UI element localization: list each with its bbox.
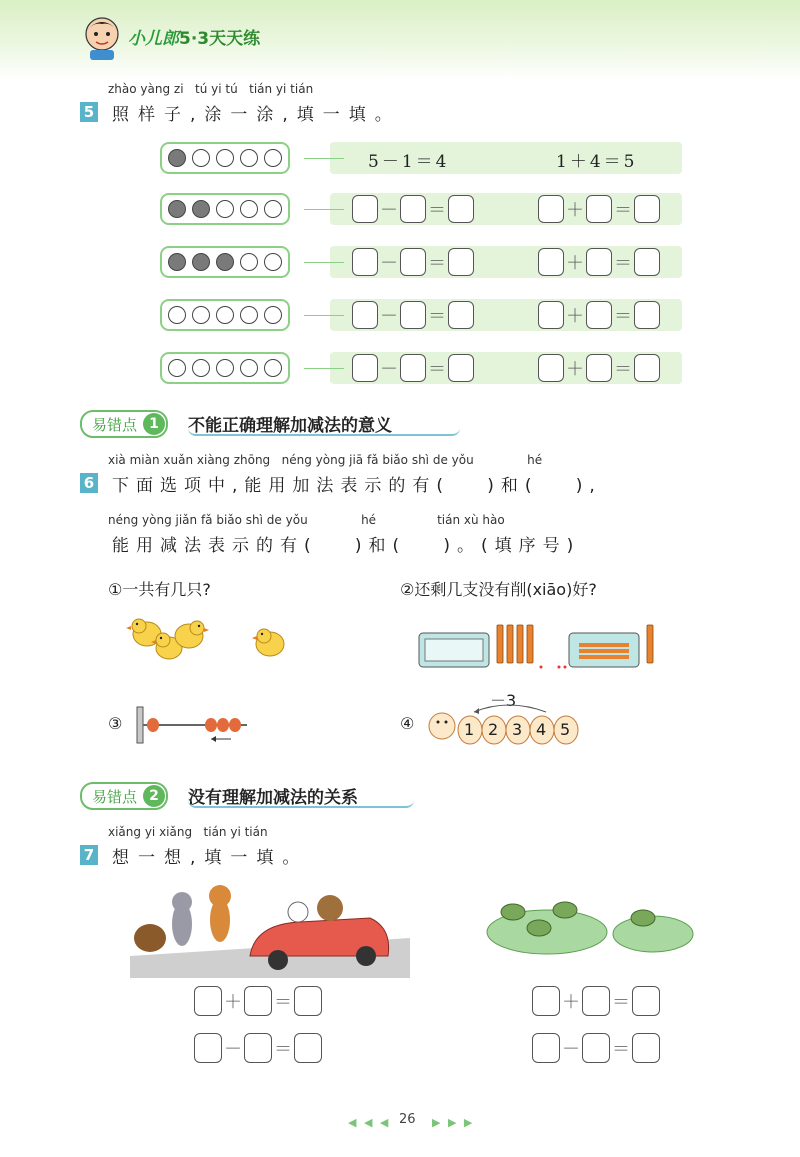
- example-subtraction: 5－1＝4: [368, 152, 450, 172]
- q6-line-2: 能用减法表示的有( )和( )。(填序号): [112, 536, 581, 556]
- circle[interactable]: [264, 200, 282, 218]
- answer-box[interactable]: [586, 248, 612, 276]
- brand-rest: 5·3天天练: [179, 29, 261, 49]
- circle-group: [160, 142, 290, 174]
- title-underline: [188, 800, 414, 808]
- operator-sign: －: [380, 359, 398, 380]
- title-underline: [188, 428, 460, 436]
- answer-box[interactable]: [400, 248, 426, 276]
- operator-sign: －: [380, 253, 398, 274]
- circle[interactable]: [168, 149, 186, 167]
- answer-box[interactable]: [634, 195, 660, 223]
- q6-number: 6: [80, 473, 98, 493]
- equals-sign: ＝: [614, 200, 632, 221]
- operator-sign: －: [224, 1039, 242, 1060]
- q7-instruction: 想一想,填一填。: [112, 848, 309, 868]
- error-point-number: 1: [143, 413, 165, 435]
- subtraction-equation: [352, 301, 474, 329]
- answer-box[interactable]: [582, 986, 610, 1016]
- error-point-label: 易错点: [92, 787, 138, 806]
- equals-sign: ＝: [274, 1039, 292, 1060]
- operator-sign: ＋: [562, 992, 580, 1013]
- q5-pinyin: zhào yàng zi tú yi tú tián yi tián: [108, 82, 314, 96]
- brand-title: [128, 24, 260, 49]
- operator-sign: ＋: [566, 306, 584, 327]
- circle[interactable]: [240, 200, 258, 218]
- answer-box[interactable]: [586, 195, 612, 223]
- operator-sign: －: [380, 200, 398, 221]
- addition-equation: [532, 986, 660, 1016]
- subtraction-equation: [352, 248, 474, 276]
- page-number: 26: [399, 1112, 416, 1127]
- answer-box[interactable]: [538, 195, 564, 223]
- answer-box[interactable]: [352, 248, 378, 276]
- answer-box[interactable]: [194, 1033, 222, 1063]
- error-point-label: 易错点: [92, 415, 138, 434]
- animals-car-illustration: [130, 878, 410, 978]
- answer-box[interactable]: [582, 1033, 610, 1063]
- circle[interactable]: [168, 306, 186, 324]
- circle[interactable]: [240, 149, 258, 167]
- addition-equation: [538, 195, 660, 223]
- caterpillar-number: 3: [512, 720, 523, 739]
- answer-box[interactable]: [448, 195, 474, 223]
- circle[interactable]: [240, 306, 258, 324]
- row-connector: [304, 209, 344, 210]
- circle[interactable]: [264, 149, 282, 167]
- circle[interactable]: [168, 200, 186, 218]
- option-2: ②还剩几支没有削(xiāo)好?: [400, 580, 597, 599]
- row-connector: [304, 158, 344, 159]
- equals-sign: ＝: [428, 200, 446, 221]
- option-1: ①一共有几只?: [108, 580, 211, 599]
- pencil-case-illustration: [415, 615, 665, 675]
- circle[interactable]: [264, 253, 282, 271]
- caterpillar-number: 2: [488, 720, 499, 739]
- option-3: ③: [108, 714, 123, 733]
- answer-box[interactable]: [294, 1033, 322, 1063]
- answer-box[interactable]: [538, 248, 564, 276]
- operator-sign: －: [380, 306, 398, 327]
- circle[interactable]: [168, 359, 186, 377]
- error-point-number: 2: [143, 785, 165, 807]
- answer-box[interactable]: [400, 195, 426, 223]
- answer-box[interactable]: [352, 301, 378, 329]
- frogs-lily-pad-illustration: [485, 888, 695, 958]
- caterpillar-number: 1: [464, 720, 475, 739]
- option-4: ④: [400, 714, 415, 733]
- circle[interactable]: [168, 253, 186, 271]
- circle-group: [160, 246, 290, 278]
- circle[interactable]: [192, 253, 210, 271]
- answer-box[interactable]: [194, 986, 222, 1016]
- q7-pinyin: xiǎng yi xiǎng tián yi tián: [108, 825, 268, 839]
- error-point-tag-2: [80, 782, 168, 810]
- circle[interactable]: [192, 149, 210, 167]
- answer-box[interactable]: [586, 301, 612, 329]
- circle[interactable]: [216, 200, 234, 218]
- circle[interactable]: [240, 359, 258, 377]
- answer-box[interactable]: [586, 354, 612, 382]
- circle[interactable]: [264, 359, 282, 377]
- error-point-tag-1: [80, 410, 168, 438]
- circle[interactable]: [192, 306, 210, 324]
- circle[interactable]: [216, 359, 234, 377]
- minus-three-label: －3: [490, 691, 517, 710]
- answer-box[interactable]: [632, 1033, 660, 1063]
- equals-sign: ＝: [612, 1039, 630, 1060]
- caterpillar-number: 5: [560, 720, 571, 739]
- addition-equation: [538, 248, 660, 276]
- equals-sign: ＝: [428, 359, 446, 380]
- circle[interactable]: [192, 359, 210, 377]
- circle[interactable]: [216, 149, 234, 167]
- subtraction-equation: [352, 195, 474, 223]
- circle[interactable]: [264, 306, 282, 324]
- answer-box[interactable]: [532, 1033, 560, 1063]
- equals-sign: ＝: [614, 253, 632, 274]
- answer-box[interactable]: [634, 248, 660, 276]
- addition-equation: [194, 986, 322, 1016]
- q6-pinyin-2: néng yòng jiǎn fǎ biǎo shì de yǒu hé tián xù hào: [108, 513, 505, 527]
- footer-right-arrows: ▶ ▶ ▶: [432, 1116, 475, 1129]
- operator-sign: ＋: [566, 253, 584, 274]
- equals-sign: ＝: [614, 306, 632, 327]
- equals-sign: ＝: [428, 306, 446, 327]
- abacus-icon: [135, 705, 255, 745]
- answer-box[interactable]: [538, 354, 564, 382]
- q5-number: 5: [80, 102, 98, 122]
- subtraction-equation: [194, 1033, 322, 1063]
- operator-sign: ＋: [224, 992, 242, 1013]
- circle[interactable]: [240, 253, 258, 271]
- operator-sign: －: [562, 1039, 580, 1060]
- answer-box[interactable]: [532, 986, 560, 1016]
- equals-sign: ＝: [612, 992, 630, 1013]
- answer-box[interactable]: [632, 986, 660, 1016]
- answer-box[interactable]: [448, 301, 474, 329]
- addition-equation: [538, 301, 660, 329]
- error-point-title-1: 不能正确理解加减法的意义: [188, 416, 392, 436]
- answer-box[interactable]: [294, 986, 322, 1016]
- answer-box[interactable]: [448, 248, 474, 276]
- answer-box[interactable]: [538, 301, 564, 329]
- circle-group: [160, 352, 290, 384]
- q5-instruction: 照样子,涂一涂,填一填。: [112, 105, 401, 125]
- footer-left-arrows: ◀ ◀ ◀: [348, 1116, 391, 1129]
- equals-sign: ＝: [274, 992, 292, 1013]
- row-connector: [304, 262, 344, 263]
- row-connector: [304, 315, 344, 316]
- operator-sign: ＋: [566, 200, 584, 221]
- operator-sign: ＋: [566, 359, 584, 380]
- example-addition: 1＋4＝5: [556, 152, 638, 172]
- answer-box[interactable]: [352, 354, 378, 382]
- answer-box[interactable]: [244, 1033, 272, 1063]
- q6-pinyin-1: xià miàn xuǎn xiàng zhōng néng yòng jiā fǎ biǎo shì de yǒu hé: [108, 453, 543, 467]
- subtraction-equation: [352, 354, 474, 382]
- answer-box[interactable]: [244, 986, 272, 1016]
- equals-sign: ＝: [428, 253, 446, 274]
- chicks-illustration: [125, 612, 295, 672]
- circle[interactable]: [216, 306, 234, 324]
- equals-sign: ＝: [614, 359, 632, 380]
- answer-box[interactable]: [352, 195, 378, 223]
- caterpillar-number: 4: [536, 720, 547, 739]
- answer-box[interactable]: [634, 354, 660, 382]
- boy-mascot-icon: [82, 14, 122, 60]
- circle-group: [160, 193, 290, 225]
- answer-box[interactable]: [400, 354, 426, 382]
- answer-box[interactable]: [448, 354, 474, 382]
- error-point-title-2: 没有理解加减法的关系: [188, 788, 358, 808]
- q6-line-1: 下面选项中,能用加法表示的有( )和( ),: [112, 476, 602, 496]
- answer-box[interactable]: [400, 301, 426, 329]
- answer-box[interactable]: [634, 301, 660, 329]
- circle[interactable]: [216, 253, 234, 271]
- addition-equation: [538, 354, 660, 382]
- circle[interactable]: [192, 200, 210, 218]
- circle-group: [160, 299, 290, 331]
- subtraction-equation: [532, 1033, 660, 1063]
- q7-number: 7: [80, 845, 98, 865]
- row-connector: [304, 368, 344, 369]
- brand-xiao: 小儿郎: [128, 29, 179, 49]
